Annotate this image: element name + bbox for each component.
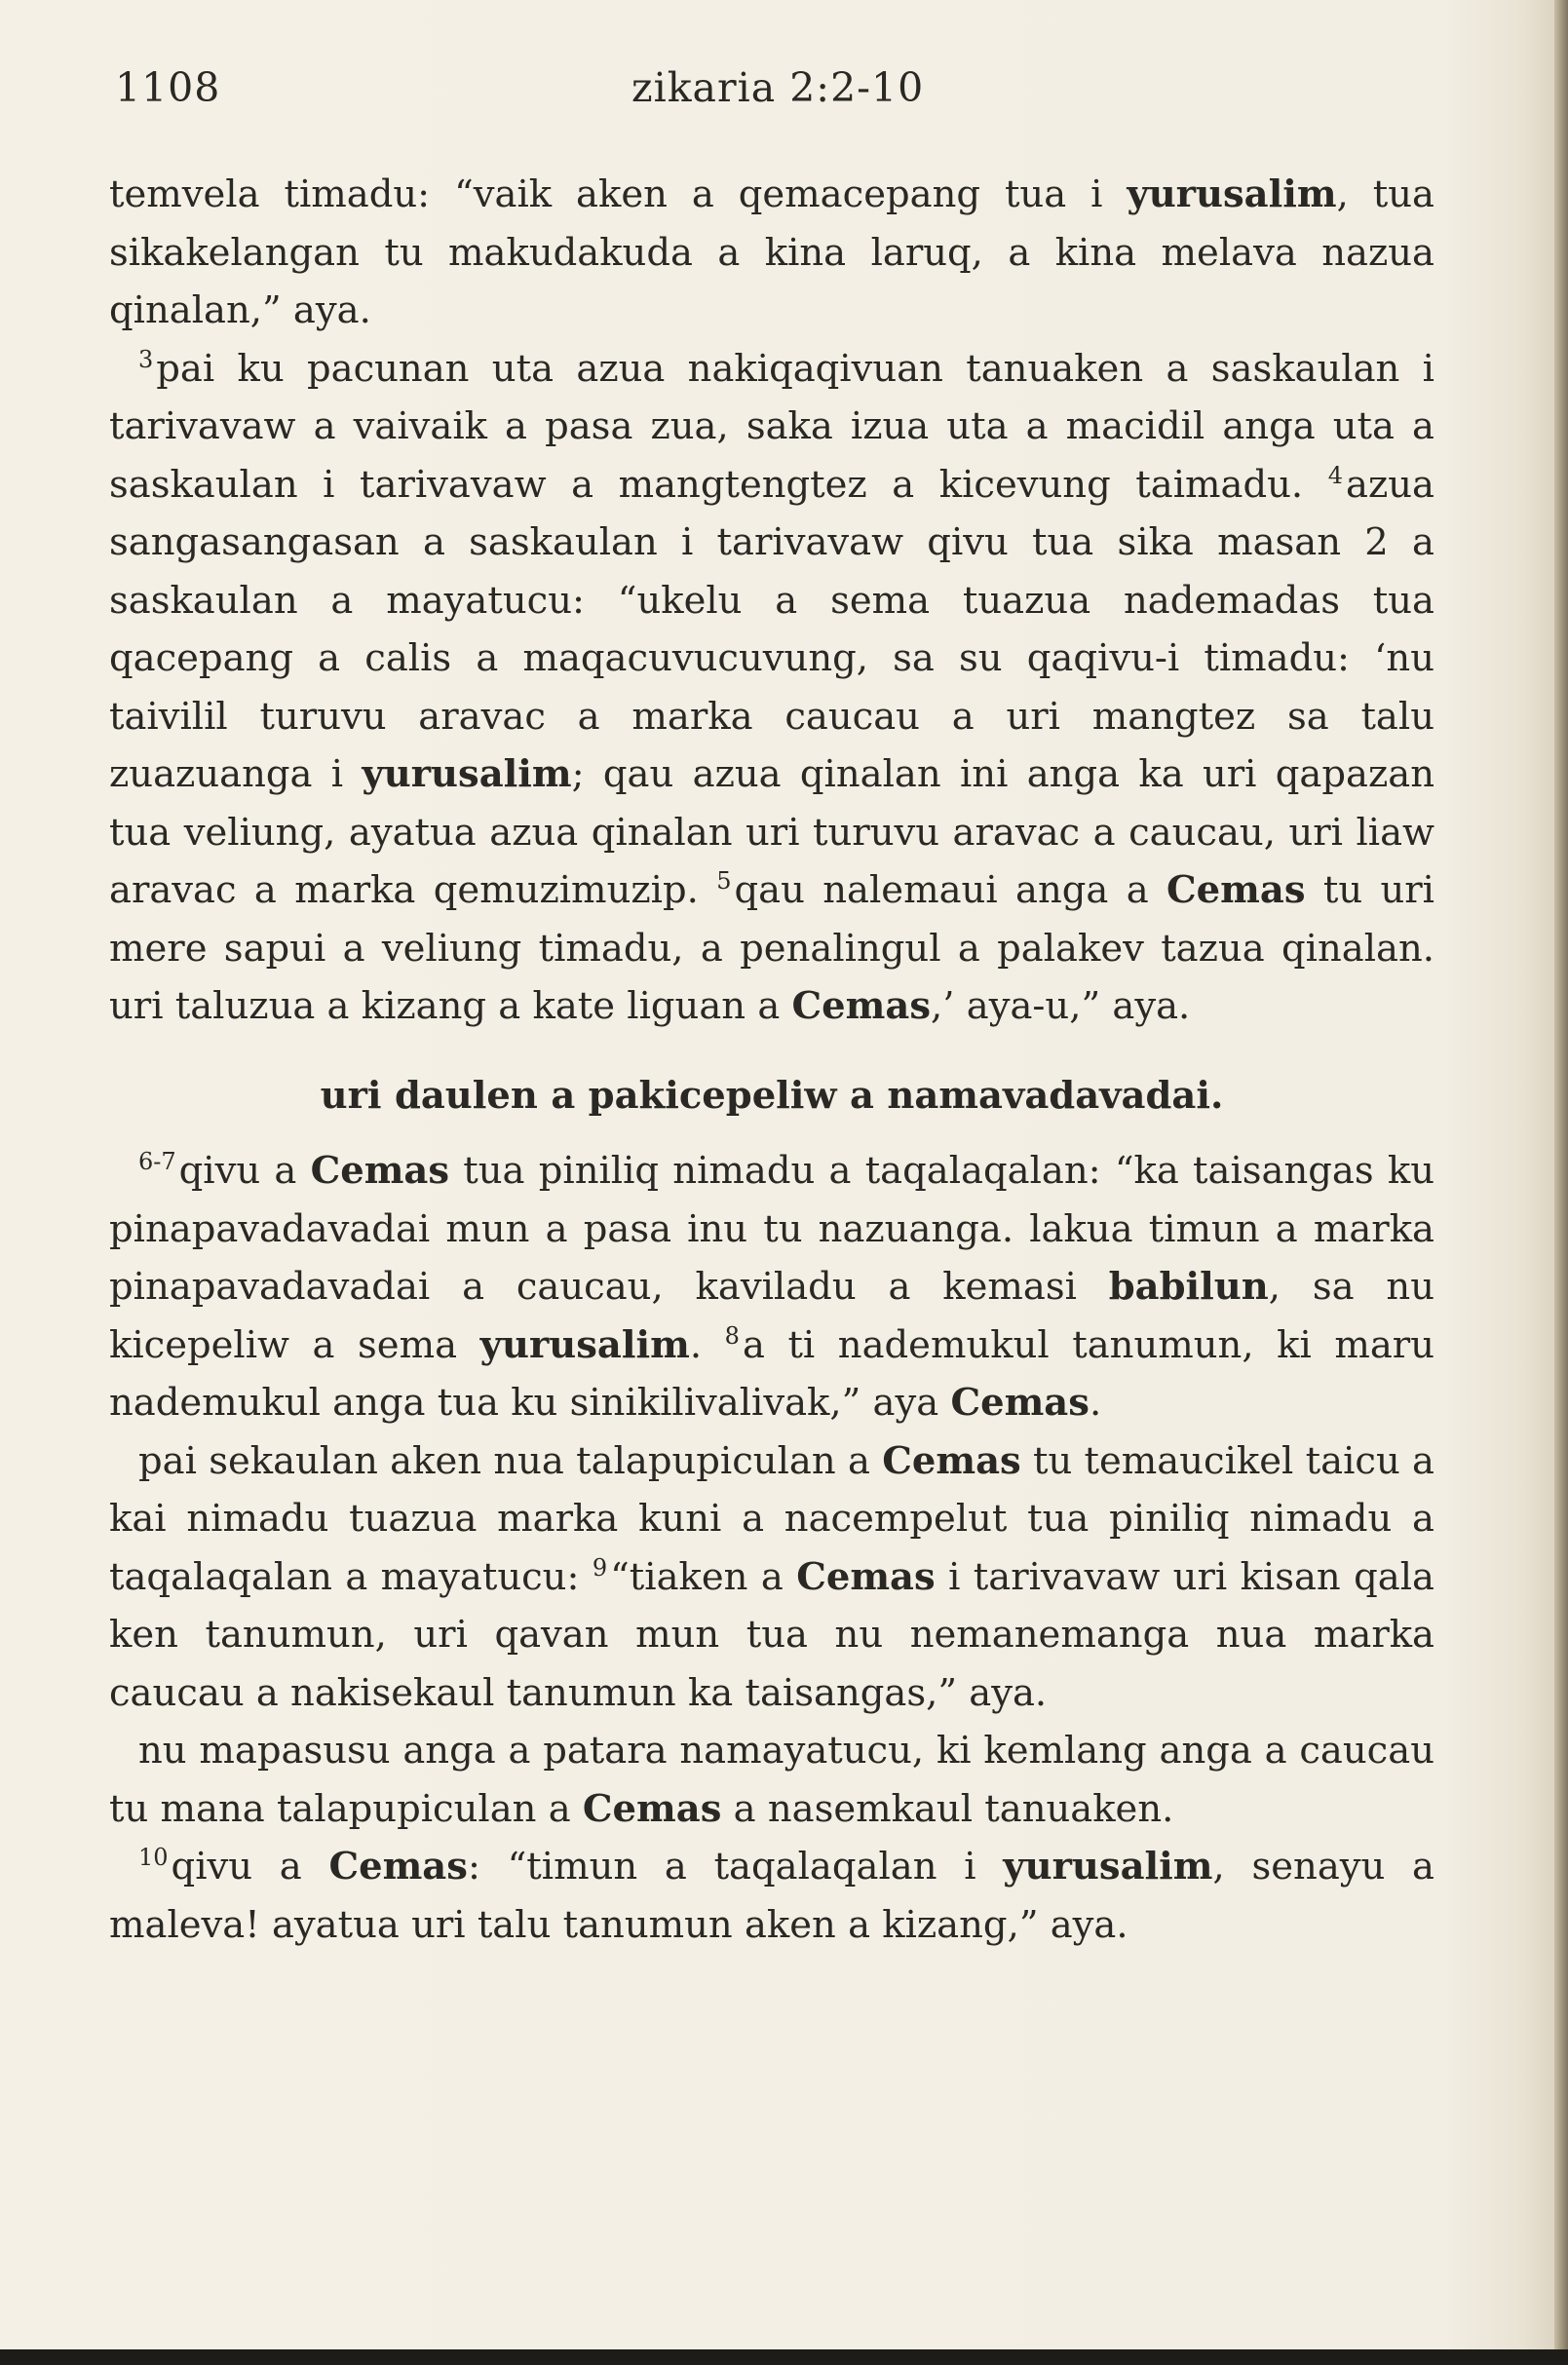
divine-name: Cemas (328, 1845, 468, 1888)
verse-number: 6-7 (138, 1148, 176, 1175)
place-name: babilun (1108, 1265, 1269, 1309)
divine-name: Cemas (882, 1438, 1021, 1483)
place-name: yurusalim (1003, 1845, 1213, 1888)
chapter-reference: zikaria 2:2-10 (631, 64, 925, 111)
paragraph-verse-9: pai sekaulan aken nua talapupiculan a Cemas tu temaucikel taicu a kai nimadu tuazua marka kuni a nacempelut tua piniliq nimadu a taqalaqalan a mayatucu: $^9$“tiaken a Cemas i tarivavaw uri kisan qala ken tanumun, uri qavan mun tua nu nemanemanga nua marka caucau a nakisekaul tanumun ka taisangas,” aya. (109, 1438, 1434, 1715)
running-head (115, 64, 1432, 117)
verse-number: 5 (716, 867, 732, 895)
verse-number: 4 (1327, 461, 1343, 489)
verse-number: 10 (138, 1844, 169, 1871)
place-name: yurusalim (479, 1322, 690, 1367)
divine-name: Cemas (791, 984, 932, 1028)
place-name: yurusalim (362, 752, 572, 796)
section-heading: uri daulen a pakicepeliw a namavadavadai. (320, 1073, 1224, 1118)
scripture-text (109, 166, 1434, 1954)
paragraph-verse-10: $^{10}$qivu a Cemas: “timun a taqalaqalan i yurusalim, senayu a maleva! ayatua uri talu tanumun aken a kizang,” aya. (109, 1844, 1434, 1947)
divine-name: Cemas (1166, 868, 1306, 912)
paragraph-verse-2: temvela timadu: “vaik aken a qemacepang tua i yurusalim, tua sikakelangan tu makudakuda a kina laruq, a kina melava nazua qinalan,” aya. (109, 172, 1435, 332)
scan-bottom-edge (0, 2349, 1568, 2365)
paragraph-verses-3-5: $^3$pai ku pacunan uta azua nakiqaqivuan tanuaken a saskaulan i tarivavaw a vaivaik a pasa zua, saka izua uta a macidil anga uta a saskaulan i tarivavaw a mangtengtez a kicevung taimadu. $^4$azua sangasangasan a saskaulan i tarivavaw qivu tua sika masan 2 a saskaulan a mayatucu: “ukelu a sema tuazua nademadas tua qacepang a calis a maqacuvucuvung, sa su qaqivu-i timadu: ‘nu taivilil turuvu aravac a marka caucau a uri mangtez sa talu zuazuanga i yurusalim; qau azua qinalan ini anga ka uri qapazan tua veliung, ayatua azua qinalan uri turuvu aravac a caucau, uri liaw aravac a marka qemuzimuzip. $^5$qau nalemaui anga a Cemas tu uri mere sapui a veliung timadu, a penalingul a palakev tazua qinalan. uri taluzua a kizang a kate liguan a Cemas,’ aya-u,” aya. (109, 345, 1434, 1028)
page-number: 1108 (115, 64, 221, 111)
verse-number: 3 (138, 345, 154, 373)
divine-name: Cemas (950, 1381, 1090, 1425)
divine-name: Cemas (796, 1554, 936, 1599)
verse-number: 8 (724, 1321, 740, 1350)
divine-name: Cemas (310, 1149, 450, 1193)
page-edge-shadow (1554, 0, 1568, 2365)
divine-name: Cemas (582, 1786, 722, 1831)
place-name: yurusalim (1127, 172, 1337, 216)
paragraph-continuation: nu mapasusu anga a patara namayatucu, ki kemlang anga a caucau tu mana talapupiculan a Cemas a nasemkaul tanuaken. (109, 1729, 1434, 1831)
verse-number: 9 (592, 1553, 608, 1582)
paragraph-verses-6-8: $^{6-7}$qivu a Cemas tua piniliq nimadu a taqalaqalan: “ka taisangas ku pinapavadavadai mun a pasa inu tu nazuanga. lakua timun a marka pinapavadavadai a caucau, kaviladu a kemasi babilun, sa nu kicepeliw a sema yurusalim. $^8$a ti nademukul tanumun, ki maru nademukul anga tua ku sinikilivalivak,” aya Cemas. (109, 1148, 1434, 1425)
